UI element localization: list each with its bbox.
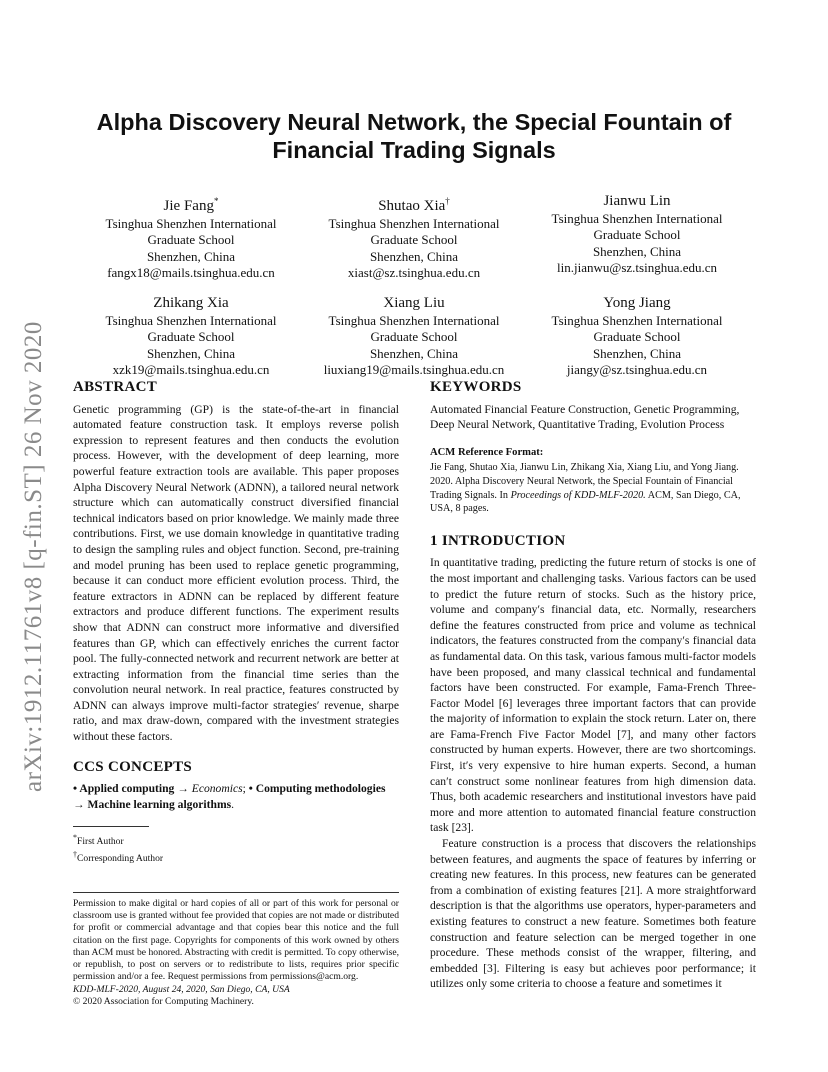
- author-email: xzk19@mails.tsinghua.edu.cn: [112, 362, 270, 378]
- permission-divider: [73, 892, 399, 893]
- acm-reference-heading: ACM Reference Format:: [430, 446, 544, 458]
- acm-reference-text: Jie Fang, Shutao Xia, Jianwu Lin, Zhikang Xia, Xiang Liu, and Yong Jiang. 2020. Alpha Discovery Neural Network, the Special Fountain of Financial Trading Signals. In Proceedings of KDD-MLF-2020. ACM, San Diego, CA, USA, 8 pages.: [430, 462, 741, 515]
- author-card: [80, 294, 302, 378]
- author-email: jiangy@sz.tsinghua.edu.cn: [566, 362, 708, 378]
- author-card: [303, 192, 525, 281]
- author-affiliation: Graduate School: [593, 227, 681, 243]
- author-affiliation: Tsinghua Shenzhen International: [105, 216, 277, 231]
- author-location: Shenzhen, China: [146, 248, 236, 264]
- author-affiliation: Graduate School: [147, 329, 235, 345]
- author-affiliation: Graduate School: [147, 232, 235, 248]
- author-affiliation: Tsinghua Shenzhen International: [105, 313, 277, 329]
- ccs-bullet-1: • Applied computing: [73, 782, 175, 796]
- author-email: lin.jianwu@sz.tsinghua.edu.cn: [557, 259, 717, 275]
- ccs-arrow: →: [73, 797, 88, 811]
- author-location: Shenzhen, China: [592, 243, 682, 259]
- left-column: [73, 380, 399, 1008]
- ccs-term: Economics: [191, 782, 243, 796]
- author-block: [80, 192, 748, 391]
- introduction-paragraph-1: In quantitative trading, predicting the future return of stocks is one of the most important and challenging tasks. Various factors can be used to predict the future return of stocks. Such as the history price, volume and company′s financial data, etc. Normally, researchers define the features constructed from price and volume as technical indicators, the features constructed from the company′s financial data as fundamental data. On this task, various famous multi-factor models have been proposed, and many classical technical and fundamental factors have been constructed. For example, Fama-French Three-Factor Model [6] leverages three important factors that can provide the majority of information to explain the stock return. Later on, there are Fama-French Five Factor Model [7], and many other factors constructed by human experts. However, there are two shortcomings. First, it′s very expensive to hire human experts. Second, a human can′t construct some nonlinear features from high dimension data. Thus, both academic researchers and institutional investors have paid more and more attention to automated financial feature construction task [23].: [430, 556, 756, 835]
- author-card: [526, 192, 748, 281]
- introduction-heading: 1 INTRODUCTION: [430, 532, 566, 549]
- footnote-first-author: *First Author: [73, 833, 124, 848]
- author-name: Jie Fang*: [163, 196, 219, 214]
- author-affiliation: Tsinghua Shenzhen International: [551, 211, 723, 226]
- footnote-corresponding-author: †Corresponding Author: [73, 850, 164, 865]
- abstract-heading: ABSTRACT: [73, 379, 158, 395]
- ccs-heading: CCS CONCEPTS: [73, 758, 193, 775]
- author-mark: *: [213, 196, 219, 206]
- author-location: Shenzhen, China: [369, 248, 459, 264]
- author-email: liuxiang19@mails.tsinghua.edu.cn: [323, 362, 505, 378]
- right-column: [430, 380, 756, 992]
- footnote-mark: †: [73, 850, 77, 860]
- author-email: xiast@sz.tsinghua.edu.cn: [347, 264, 481, 280]
- author-name: Jianwu Lin: [603, 193, 671, 209]
- author-name: Zhikang Xia: [153, 295, 229, 312]
- keywords-text: Automated Financial Feature Construction, Genetic Programming, Deep Neural Network, Quantitative Trading, Evolution Process: [430, 402, 740, 432]
- permission-text: Permission to make digital or hard copies of all or part of this work for personal or classroom use is granted without fee provided that copies are not made or distributed for profit or commercial advantage and that copies bear this notice and the full citation on the first page. Copyrights for components of this work owned by others than ACM must be honored. Abstracting with credit is permitted. To copy otherwise, or republish, to post on servers or to redistribute to lists, requires prior specific permission and/or a fee. Request permissions from permissions@acm.org.: [73, 897, 399, 983]
- paper-title: Alpha Discovery Neural Network, the Special Fountain of Financial Trading Signals: [96, 109, 732, 163]
- author-mark: †: [445, 196, 450, 206]
- author-row-2: [80, 294, 748, 378]
- author-name: Xiang Liu: [383, 295, 445, 312]
- copyright-line: © 2020 Association for Computing Machinery.: [73, 996, 254, 1007]
- ccs-end: .: [231, 797, 235, 811]
- author-email: fangx18@mails.tsinghua.edu.cn: [107, 264, 275, 280]
- author-affiliation: Graduate School: [593, 329, 681, 345]
- author-row-1: [80, 192, 748, 281]
- author-location: Shenzhen, China: [592, 345, 682, 361]
- ccs-bullet-2: • Computing methodologies: [248, 782, 386, 796]
- author-affiliation: Graduate School: [370, 232, 458, 248]
- author-affiliation: Tsinghua Shenzhen International: [328, 216, 500, 231]
- author-card: [526, 294, 748, 378]
- author-card: [303, 294, 525, 378]
- ccs-arrow: →: [174, 782, 192, 796]
- footnote-divider: [73, 826, 149, 827]
- venue-line: KDD-MLF-2020, August 24, 2020, San Diego, CA, USA: [73, 983, 290, 995]
- footnote-mark: *: [73, 833, 77, 843]
- author-card: [80, 192, 302, 281]
- keywords-heading: KEYWORDS: [430, 379, 522, 395]
- author-location: Shenzhen, China: [146, 345, 236, 361]
- ccs-text: [73, 781, 399, 812]
- ccs-term: Machine learning algorithms: [87, 797, 232, 811]
- author-location: Shenzhen, China: [369, 345, 459, 361]
- author-name: Shutao Xia†: [378, 196, 450, 214]
- author-affiliation: Tsinghua Shenzhen International: [328, 313, 500, 329]
- arxiv-stamp: arXiv:1912.11761v8 [q-fin.ST] 26 Nov 2020: [20, 321, 47, 792]
- introduction-paragraph-2: Feature construction is a process that discovers the relationships between features, and augments the space of features by inferring or creating new features. In this process, new features can be generated from a combination of existing features [21]. A more straightforward description is that the algorithms use operators, hyper-parameters and existing features to construct a new feature. Sometimes both feature construction and feature selection can be merged together in one procedure. These methods consist of the wrapper, filtering, and embedded [3]. Filtering is easy but achieves poor performance; it utilizes only some criteria to choose a feature and sometimes it: [430, 837, 756, 991]
- author-affiliation: Graduate School: [370, 329, 458, 345]
- author-affiliation: Tsinghua Shenzhen International: [551, 313, 723, 329]
- acm-reference-proceedings: Proceedings of KDD-MLF-2020.: [510, 489, 646, 501]
- author-name: Yong Jiang: [603, 295, 671, 312]
- ccs-separator: ;: [242, 782, 249, 796]
- abstract-text: Genetic programming (GP) is the state-of-the-art in financial automated feature construction task. It employs reverse polish expression to represent features and then conducts the evolution process. However, with the development of deep learning, more powerful feature extraction tools are available. This paper proposes Alpha Discovery Neural Network (ADNN), a tailored neural network structure which can automatically construct diversified financial technical indicators based on prior knowledge. We mainly made three contributions. First, we use domain knowledge in quantitative trading to design the sampling rules and object function. Second, pre-training and model pruning has been used to replace genetic programming, because it can conduct more efficient evolution process. Third, the feature extractors in ADNN can be replaced by different feature extractors and produce different functions. The experiment results show that ADNN can construct more informative and diversified features than GP, which can effectively enriches the current factor pool. The fully-connected network and recurrent network are better at extracting information from the financial time series than the convolution neural network. In real practice, features constructed by ADNN can always improve multi-factor strategies′ revenue, sharpe ratio, and max draw-down, compared with the investment strategies without these factors.: [73, 402, 399, 744]
